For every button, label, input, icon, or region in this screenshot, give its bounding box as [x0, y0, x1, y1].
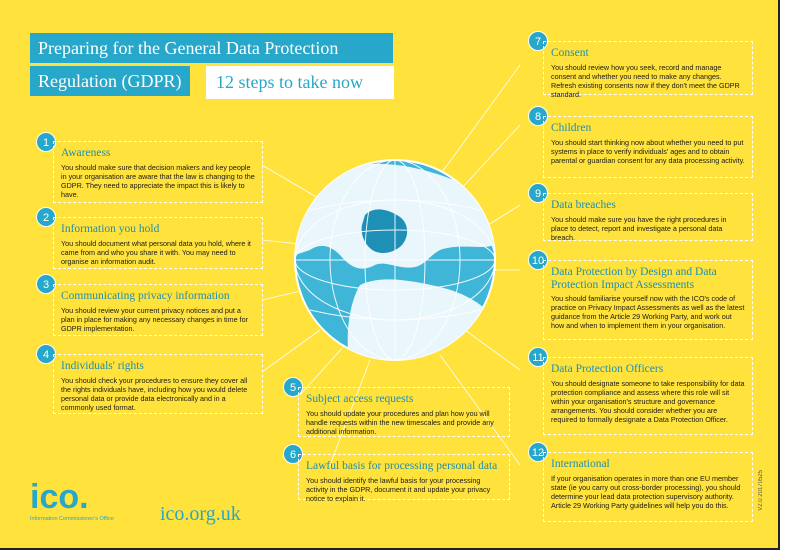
title-line-2: Regulation (GDPR): [30, 66, 190, 96]
step-7-heading: Consent: [551, 47, 589, 59]
step-8-text: You should start thinking now about whether you need to put systems in place to verify individuals' ages and to obtain parental or guardian consent for any data processing activity.: [551, 137, 745, 165]
step-11-text: You should designate someone to take responsibility for data protection compliance and assess where this role will sit within your organisation's structure and governance arrangements. You should consider whether you are required to formally designate a Data Protection Officer.: [551, 378, 745, 424]
step-9-number: 9: [528, 183, 548, 203]
title-line-1: Preparing for the General Data Protection: [30, 33, 393, 63]
step-4-heading: Individuals' rights: [61, 360, 144, 372]
step-12-heading: International: [551, 458, 610, 470]
step-6-number: 6: [283, 444, 303, 464]
step-9-heading: Data breaches: [551, 199, 616, 211]
step-9-text: You should make sure you have the right procedures in place to detect, report and investigate a personal data breach.: [551, 214, 727, 242]
step-6-heading: Lawful basis for processing personal data: [306, 460, 498, 472]
step-7-box: [543, 41, 753, 99]
ico-logo-subtitle: Information Commissioner's Office: [30, 516, 114, 522]
step-12-box: [543, 452, 753, 522]
step-3-number: 3: [36, 274, 56, 294]
step-3-heading: Communicating privacy information: [61, 290, 230, 302]
step-3-box: [53, 284, 263, 336]
step-11-box: [543, 357, 753, 435]
globe-illustration: [290, 155, 500, 365]
step-11-number: 11: [528, 347, 548, 367]
step-1-box: [53, 141, 263, 203]
step-7-number: 7: [528, 31, 548, 51]
step-12-number: 12: [528, 442, 548, 462]
step-5-text: You should update your procedures and plan how you will handle requests within the new timescales and provide any additional information.: [306, 408, 494, 436]
step-8-heading: Children: [551, 122, 592, 134]
version-label: V2.0 20170525: [758, 470, 764, 511]
step-6-text: You should identify the lawful basis for your processing activity in the GDPR, document it and update your privacy notice to explain it.: [306, 475, 491, 503]
step-8-box: [543, 116, 753, 178]
step-7-text: You should review how you seek, record and manage consent and whether you need to make any changes. Refresh existing consents now if they don't meet the GDPR standard.: [551, 62, 740, 99]
step-2-text: You should document what personal data you hold, where it came from and who you share it with. You may need to organise an information audit.: [61, 238, 251, 266]
step-10-heading: Data Protection by Design and Data Protection Impact Assessments: [551, 266, 717, 291]
step-4-box: [53, 354, 263, 414]
step-1-number: 1: [36, 132, 56, 152]
step-2-number: 2: [36, 207, 56, 227]
ico-logo: ico.: [30, 478, 89, 516]
step-11-heading: Data Protection Officers: [551, 363, 664, 375]
step-5-heading: Subject access requests: [306, 393, 414, 405]
step-6-box: [298, 454, 510, 503]
step-3-text: You should review your current privacy notices and put a plan in place for making any necessary changes in time for GDPR implementation.: [61, 305, 248, 333]
step-8-number: 8: [528, 106, 548, 126]
step-1-heading: Awareness: [61, 147, 111, 159]
step-2-heading: Information you hold: [61, 223, 160, 235]
step-4-text: You should check your procedures to ensure they cover all the rights individuals have, including how you would delete personal data or provide data electronically and in a commonly used format.: [61, 375, 248, 412]
step-5-number: 5: [283, 377, 303, 397]
subtitle: 12 steps to take now: [206, 66, 394, 99]
step-12-text: If your organisation operates in more than one EU member state (ie you carry out cross-border processing), you should determine your lead data protection supervisory authority. Article 29 Working Party guidelines will help you do this.: [551, 473, 741, 510]
step-5-box: [298, 387, 510, 437]
website-link[interactable]: ico.org.uk: [160, 503, 241, 525]
step-1-text: You should make sure that decision makers and key people in your organisation are aware that the law is changing to the GDPR. They need to appreciate the impact this is likely to have.: [61, 162, 255, 199]
step-10-box: [543, 260, 753, 340]
step-10-text: You should familiarise yourself now with the ICO's code of practice on Privacy Impact Assessments as well as the latest guidance from the Article 29 Working Party, and work out how and when to implement them in your organisation.: [551, 294, 745, 331]
step-2-box: [53, 217, 263, 269]
step-9-box: [543, 193, 753, 241]
step-10-number: 10: [528, 250, 548, 270]
step-4-number: 4: [36, 344, 56, 364]
